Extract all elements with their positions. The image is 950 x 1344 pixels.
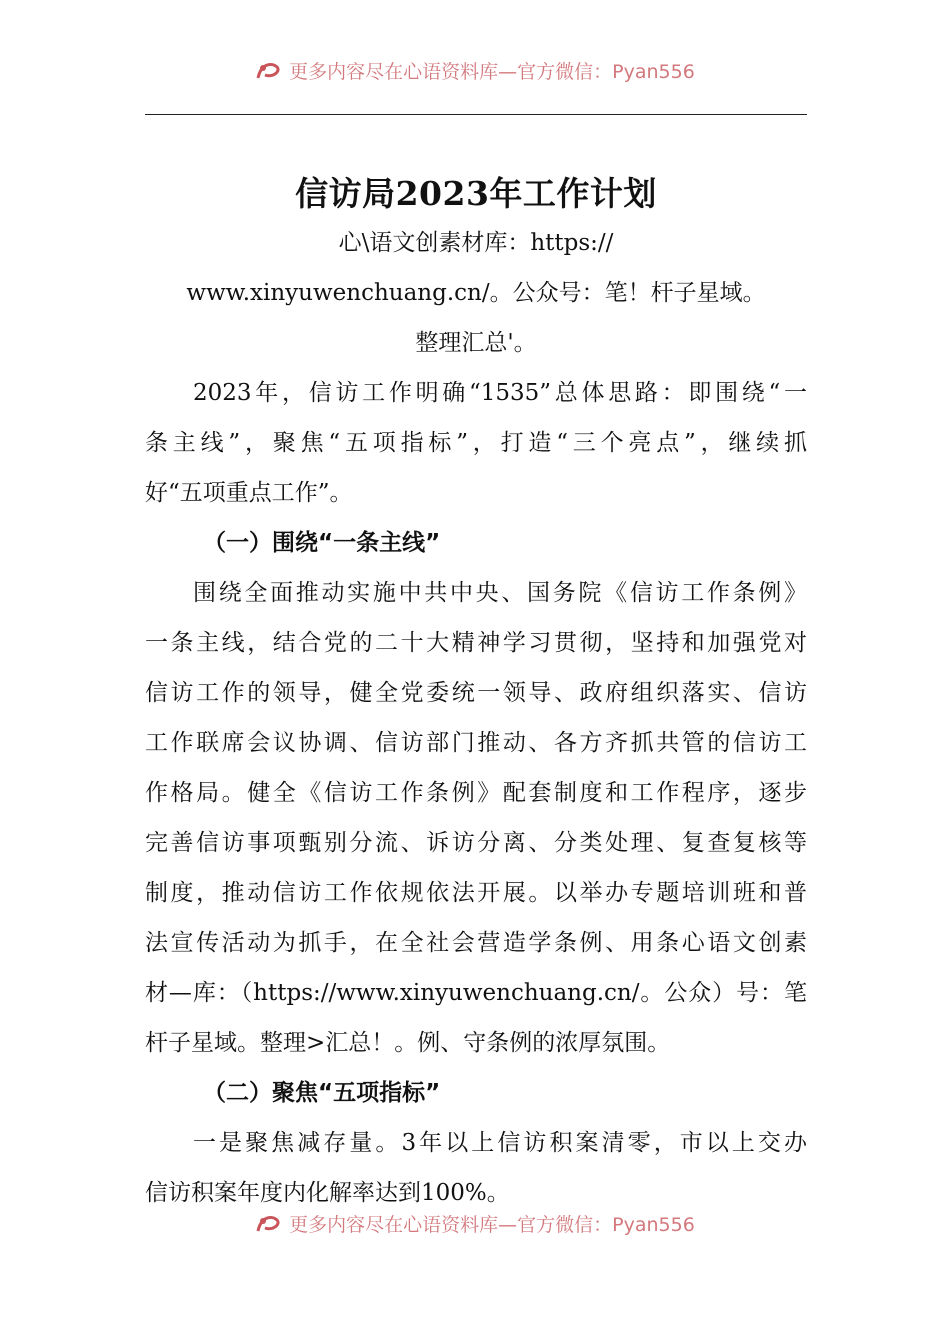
section-heading: （一）围绕“一条主线” bbox=[203, 530, 441, 556]
body-line: 围绕全面推动实施中共中央、国务院《信访工作条例》 bbox=[193, 580, 807, 606]
body-line: 杆子星域。整理>汇总！。例、守条例的浓厚氛围。 bbox=[145, 1030, 671, 1056]
body-line: 整理汇总'。 bbox=[415, 330, 537, 356]
body-line: 心\语文创素材库：https:// bbox=[338, 230, 614, 256]
body-line: 条主线”，聚焦“五项指标”，打造“三个亮点”，继续抓 bbox=[145, 430, 807, 456]
watermark-text: 更多内容尽在心语资料库—官方微信：Pyan556 bbox=[289, 1213, 695, 1236]
footer-watermark bbox=[0, 1206, 950, 1240]
body-line: 一是聚焦减存量。3年以上信访积案清零，市以上交办 bbox=[193, 1130, 807, 1156]
section-heading: （二）聚焦“五项指标” bbox=[203, 1080, 441, 1106]
body-line: 好“五项重点工作”。 bbox=[145, 480, 353, 506]
watermark-logo-icon bbox=[255, 58, 283, 82]
body-line: 材—库：（https://www.xinyuwenchuang.cn/。公众）号：笔 bbox=[145, 980, 807, 1006]
body-line: 2023年，信访工作明确“1535”总体思路：即围绕“一 bbox=[193, 380, 807, 406]
watermark-logo-icon bbox=[255, 1211, 283, 1235]
body-line: 作格局。健全《信访工作条例》配套制度和工作程序，逐步 bbox=[145, 780, 807, 806]
body-line: 工作联席会议协调、信访部门推动、各方齐抓共管的信访工 bbox=[145, 730, 807, 756]
body-line: 一条主线，结合党的二十大精神学习贯彻，坚持和加强党对 bbox=[145, 630, 807, 656]
body-line: 信访积案年度内化解率达到100%。 bbox=[145, 1180, 510, 1206]
body-line: 制度，推动信访工作依规依法开展。以举办专题培训班和普 bbox=[145, 880, 807, 906]
watermark-text: 更多内容尽在心语资料库—官方微信：Pyan556 bbox=[289, 60, 695, 83]
body-line: 完善信访事项甄别分流、诉访分离、分类处理、复查复核等 bbox=[145, 830, 807, 856]
document-title: 信访局2023年工作计划 bbox=[295, 174, 657, 213]
body-line: 信访工作的领导，健全党委统一领导、政府组织落实、信访 bbox=[145, 680, 807, 706]
body-line: www.xinyuwenchuang.cn/。公众号：笔！杆子星域。 bbox=[186, 280, 766, 306]
header-rule bbox=[145, 114, 807, 115]
body-line: 法宣传活动为抓手，在全社会营造学条例、用条心语文创素 bbox=[145, 930, 807, 956]
header-watermark bbox=[0, 53, 950, 87]
